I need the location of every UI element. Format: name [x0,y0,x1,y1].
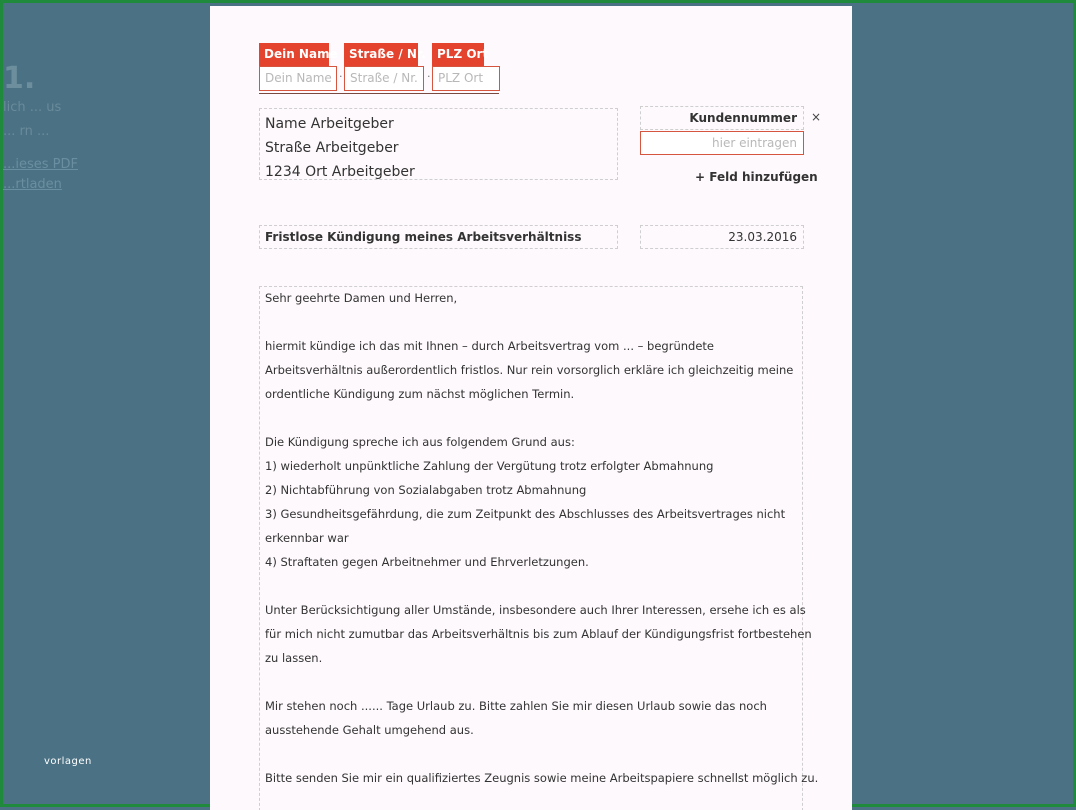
customer-number-label[interactable]: Kundennummer [640,106,804,130]
letter-line: erkennbar war [265,531,349,545]
watermark: vorlagen [44,756,92,767]
sender-city-tag: PLZ Ort [432,43,484,66]
sender-name-input[interactable]: Dein Name [259,66,337,91]
field-separator: · [427,70,431,83]
employer-city: 1234 Ort Arbeitgeber [265,164,415,180]
customer-number-input[interactable]: hier eintragen [640,131,804,155]
sidebar-text-line: lich ... us [3,100,62,115]
date-field[interactable]: 23.03.2016 [640,225,804,249]
letter-line: ordentliche Kündigung zum nächst möglichen Termin. [265,387,575,401]
letter-line: Mir stehen noch ...... Tage Urlaub zu. Bitte zahlen Sie mir diesen Urlaub sowie das noch [265,699,767,713]
employer-street: Straße Arbeitgeber [265,140,399,156]
letter-line: zu lassen. [265,651,323,665]
letter-body-field[interactable] [259,286,819,810]
letter-line: Sehr geehrte Damen und Herren, [265,291,458,305]
letter-line: Die Kündigung spreche ich aus folgendem Grund aus: [265,435,575,449]
sender-name-tag: Dein Name [259,43,329,66]
letter-line: hiermit kündige ich das mit Ihnen – durch Arbeitsvertrag vom ... – begründete [265,339,714,353]
employer-address-field[interactable] [259,108,618,180]
letter-line: Unter Berücksichtigung aller Umstände, insbesondere auch Ihrer Interessen, ersehe ich es als [265,603,806,617]
subject-field[interactable]: Fristlose Kündigung meines Arbeitsverhältniss [259,225,618,249]
sender-street-input[interactable]: Straße / Nr. [344,66,424,91]
download-pdf-link[interactable]: ...rtladen [3,177,62,192]
sender-underline [259,93,499,94]
field-separator: · [339,70,343,83]
sender-street-tag: Straße / Nr. [344,43,418,66]
download-pdf-link[interactable]: ...ieses PDF [3,157,79,172]
letter-line: 1) wiederholt unpünktliche Zahlung der Vergütung trotz erfolgter Abmahnung [265,459,714,473]
sidebar [3,3,208,803]
add-field-button[interactable]: + Feld hinzufügen [695,170,818,184]
letter-line: für mich nicht zumutbar das Arbeitsverhältnis bis zum Ablauf der Kündigungsfrist fortbestehen [265,627,812,641]
letter-line: Bitte senden Sie mir ein qualifiziertes Zeugnis sowie meine Arbeitspapiere schnellst möglich zu. [265,771,819,785]
letter-line: 3) Gesundheitsgefährdung, die zum Zeitpunkt des Abschlusses des Arbeitsvertrages nicht [265,507,786,521]
letter-line: ausstehende Gehalt umgehend aus. [265,723,474,737]
sender-city-input[interactable]: PLZ Ort [432,66,500,91]
step-number: 1. [3,61,36,96]
letter-line: 4) Straftaten gegen Arbeitnehmer und Ehrverletzungen. [265,555,589,569]
letter-line: Arbeitsverhältnis außerordentlich fristlos. Nur rein vorsorglich erkläre ich gleichzeitig meine [265,363,794,377]
sidebar-text-line: ... rn ... [3,124,50,139]
employer-name: Name Arbeitgeber [265,116,394,132]
letter-document [210,6,852,810]
letter-line: 2) Nichtabführung von Sozialabgaben trotz Abmahnung [265,483,587,497]
close-icon[interactable]: × [811,110,822,124]
